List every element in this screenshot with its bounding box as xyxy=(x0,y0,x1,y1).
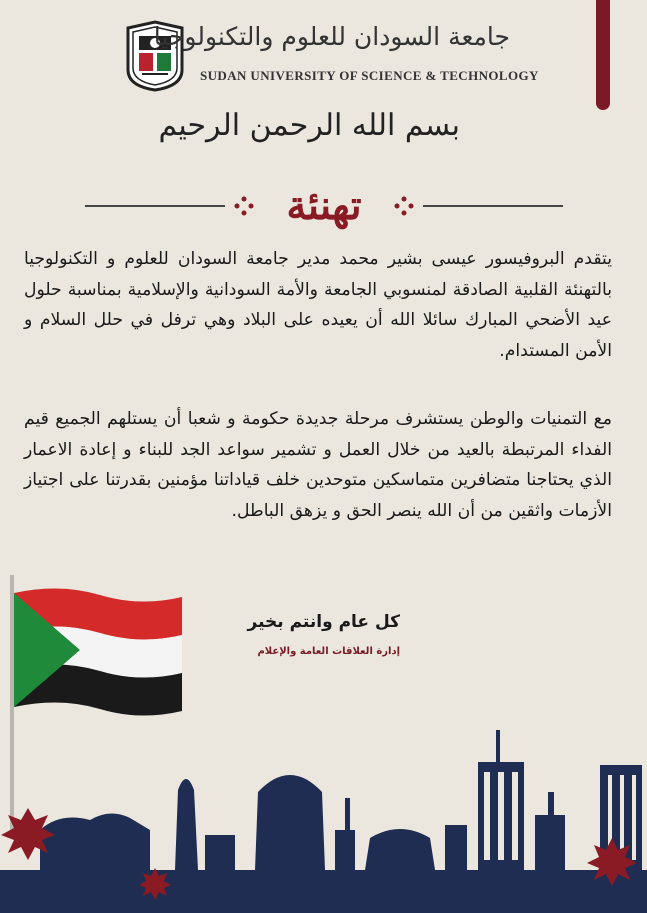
ornament-dots-left-icon xyxy=(233,195,255,217)
city-skyline-illustration xyxy=(0,720,647,913)
university-name-arabic: جامعة السودان للعلوم والتكنولوجيا xyxy=(153,22,510,51)
ornament-line-left xyxy=(85,205,225,207)
ornament-line-right xyxy=(423,205,563,207)
accent-bar xyxy=(596,0,610,110)
department-signature: إدارة العلاقات العامة والإعلام xyxy=(257,646,400,657)
basmala-calligraphy: بسم الله الرحمن الرحيم xyxy=(158,108,460,143)
paragraph-greeting: يتقدم البروفيسور عيسى بشير محمد مدير جامعة السودان للعلوم و التكنولوجيا بالتهنئة القلبية الصادقة لمنسوبي الجامعة والأمة السودانية والإسلامية بمناسبة حلول عيد الأضحي المبارك سائلا الله أن يعيده على البلاد وهي ترفل في حلل السلام و الأمن المستدام. xyxy=(24,249,612,361)
card-title: تهنئة xyxy=(286,182,362,229)
closing-line: كل عام وانتم بخير xyxy=(247,612,400,632)
title-ornament xyxy=(85,178,563,234)
paragraph-wishes: مع التمنيات والوطن يستشرف مرحلة جديدة حكومة و شعبا أن يستلهم الجميع قيم الفداء المرتبطة بالعيد من خلال العمل و تشمير سواعد الجد للبناء و إعادة الاعمار الذي يحتاجنا متضافرين متماسكين متوحدين خلف قياداتنا مؤمنين بقدرتنا على اجتياز الأزمات واثقين من أن الله ينصر الحق و يزهق الباطل. xyxy=(24,409,612,521)
university-name-english: SUDAN UNIVERSITY OF SCIENCE & TECHNOLOGY xyxy=(200,68,539,83)
ornament-dots-right-icon xyxy=(393,195,415,217)
